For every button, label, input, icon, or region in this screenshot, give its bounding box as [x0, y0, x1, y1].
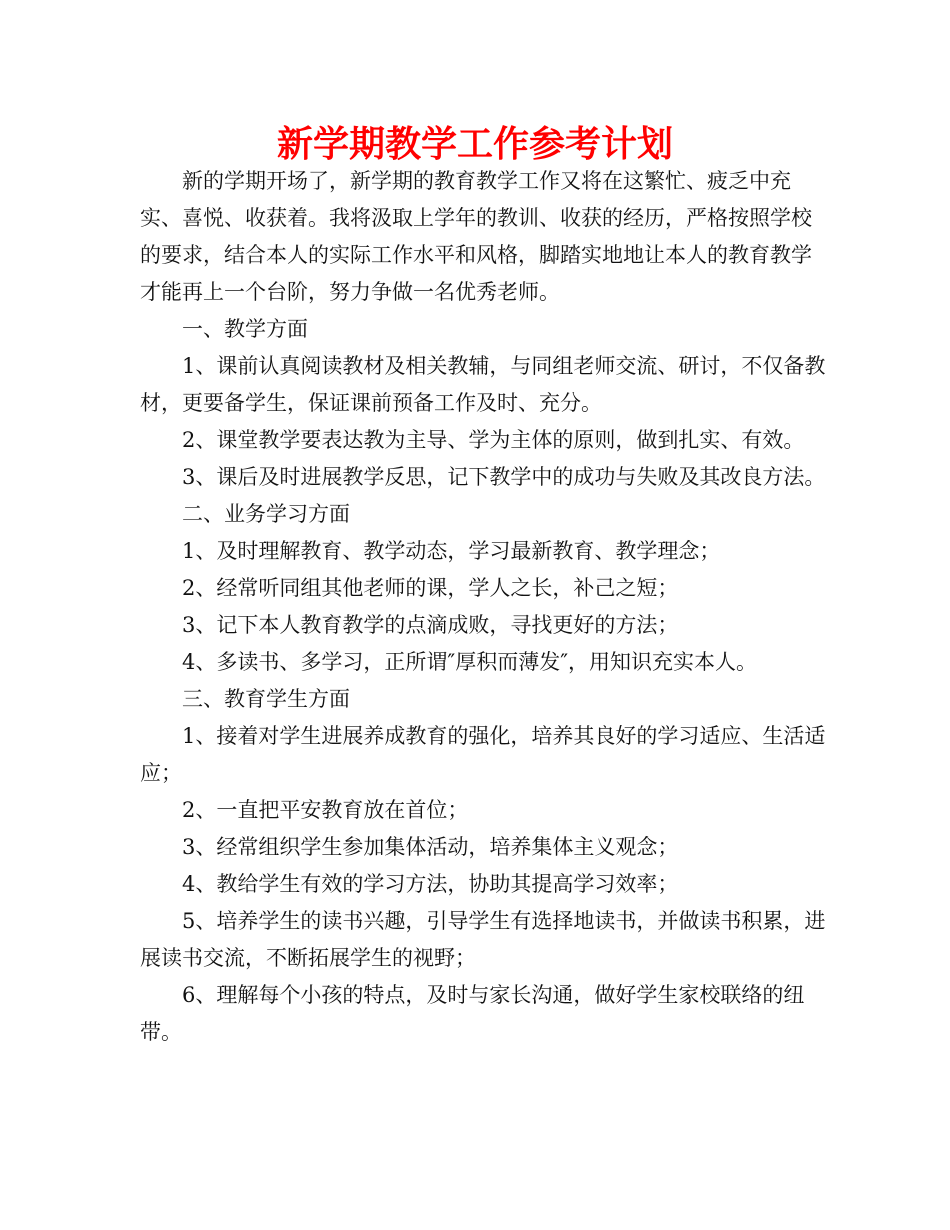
student-item-3: 3、经常组织学生参加集体活动，培养集体主义观念； — [182, 835, 679, 859]
intro-paragraph: 新的学期开场了，新学期的教育教学工作又将在这繁忙、疲乏中充实、喜悦、收获着。我将汲取上学年的教训、收获的经历，严格按照学校的要求，结合本人的实际工作水平和风格，脚踏实地地让本人的教育教学才能再上一个台阶，努力争做一名优秀老师。 — [140, 169, 812, 304]
student-item-6: 6、理解每个小孩的特点，及时与家长沟通，做好学生家校联络的纽带。 — [140, 983, 805, 1044]
teaching-item-3: 3、课后及时进展教学反思，记下教学中的成功与失败及其改良方法。 — [182, 465, 826, 489]
section-heading-teaching: 一、教学方面 — [182, 317, 308, 341]
section-heading-student-education: 三、教育学生方面 — [182, 687, 350, 711]
section-heading-professional-study: 二、业务学习方面 — [182, 502, 350, 526]
study-item-4: 4、多读书、多学习，正所谓″厚积而薄发″，用知识充实本人。 — [182, 650, 758, 674]
teaching-item-1: 1、课前认真阅读教材及相关教辅，与同组老师交流、研讨，不仅备教材，更要备学生，保证课前预备工作及时、充分。 — [140, 354, 826, 415]
student-item-2: 2、一直把平安教育放在首位； — [182, 798, 469, 822]
student-item-5: 5、培养学生的读书兴趣，引导学生有选择地读书，并做读书积累，进展读书交流，不断拓展学生的视野； — [140, 909, 826, 970]
study-item-3: 3、记下本人教育教学的点滴成败，寻找更好的方法； — [182, 613, 679, 637]
student-item-4: 4、教给学生有效的学习方法，协助其提高学习效率； — [182, 872, 679, 896]
document-title: 新学期教学工作参考计划 — [276, 123, 673, 165]
document-body — [140, 163, 826, 1051]
student-item-1: 1、接着对学生进展养成教育的强化，培养其良好的学习适应、生活适应； — [140, 724, 826, 785]
study-item-2: 2、经常听同组其他老师的课，学人之长，补己之短； — [182, 576, 679, 600]
teaching-item-2: 2、课堂教学要表达教为主导、学为主体的原则，做到扎实、有效。 — [182, 428, 805, 452]
study-item-1: 1、及时理解教育、教学动态，学习最新教育、教学理念； — [182, 539, 721, 563]
